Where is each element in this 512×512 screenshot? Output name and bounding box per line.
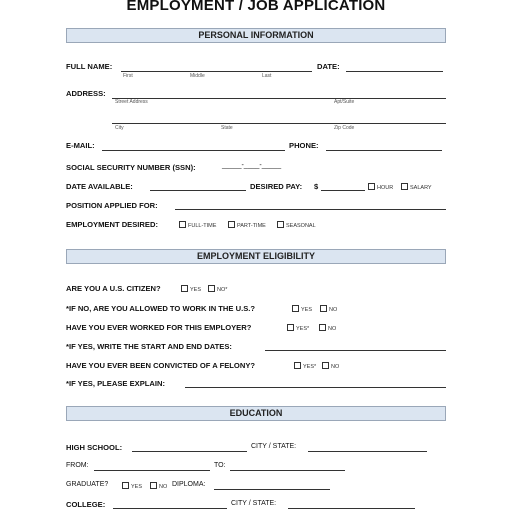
start-end-dates-label: *IF YES, WRITE THE START AND END DATES: <box>66 342 232 351</box>
worked-yes-option[interactable] <box>287 324 309 332</box>
graduate-no-label: NO <box>159 484 168 490</box>
street-address-hint: Street Address <box>115 99 148 105</box>
explain-label: *IF YES, PLEASE EXPLAIN: <box>66 379 166 388</box>
part-time-option[interactable] <box>228 221 266 229</box>
apt-suite-hint: Apt/Suite <box>334 99 355 105</box>
graduate-no-checkbox[interactable] <box>150 482 157 489</box>
hour-label: HOUR <box>377 185 394 191</box>
date-label: DATE: <box>317 62 340 71</box>
part-time-checkbox[interactable] <box>228 221 235 228</box>
phone-label: PHONE: <box>289 141 319 150</box>
from-field[interactable] <box>94 470 210 471</box>
citizen-no-option[interactable] <box>208 285 227 293</box>
hour-option[interactable] <box>368 183 393 191</box>
seasonal-checkbox[interactable] <box>277 221 284 228</box>
full-name-field[interactable] <box>121 71 312 72</box>
allowed-no-option[interactable] <box>320 305 337 313</box>
date-field[interactable] <box>346 71 443 72</box>
middle-name-hint: Middle <box>190 73 205 79</box>
felony-no-checkbox[interactable] <box>322 362 329 369</box>
explain-field[interactable] <box>185 387 446 388</box>
allowed-to-work-question: *IF NO, ARE YOU ALLOWED TO WORK IN THE U.S.? <box>66 304 256 313</box>
hour-checkbox[interactable] <box>368 183 375 190</box>
ssn-field[interactable]: _____-____-_____ <box>222 162 282 169</box>
date-available-label: DATE AVAILABLE: <box>66 182 133 191</box>
diploma-label: DIPLOMA: <box>172 481 206 488</box>
high-school-label: HIGH SCHOOL: <box>66 443 123 452</box>
salary-label: SALARY <box>410 185 432 191</box>
college-field[interactable] <box>113 508 227 509</box>
citizen-question: ARE YOU A U.S. CITIZEN? <box>66 284 161 293</box>
full-time-checkbox[interactable] <box>179 221 186 228</box>
citizen-yes-option[interactable] <box>181 285 201 293</box>
graduate-no-option[interactable] <box>150 482 167 490</box>
email-label: E-MAIL: <box>66 141 95 150</box>
section-header-personal: PERSONAL INFORMATION <box>66 28 446 43</box>
citizen-yes-label: YES <box>190 287 202 293</box>
high-school-city-state-field[interactable] <box>308 451 427 452</box>
street-address-field[interactable] <box>112 98 446 99</box>
citizen-yes-checkbox[interactable] <box>181 285 188 292</box>
last-name-hint: Last <box>262 73 272 79</box>
full-time-option[interactable] <box>179 221 216 229</box>
allowed-yes-checkbox[interactable] <box>292 305 299 312</box>
graduate-yes-label: YES <box>131 484 143 490</box>
citizen-no-checkbox[interactable] <box>208 285 215 292</box>
graduate-yes-option[interactable] <box>122 482 142 490</box>
email-field[interactable] <box>102 150 285 151</box>
to-field[interactable] <box>230 470 345 471</box>
allowed-no-label: NO <box>329 307 338 313</box>
worked-before-question: HAVE YOU EVER WORKED FOR THIS EMPLOYER? <box>66 323 252 332</box>
full-time-label: FULL-TIME <box>188 223 217 229</box>
felony-no-label: NO <box>331 364 340 370</box>
to-label: TO: <box>214 462 226 469</box>
first-name-hint: First <box>123 73 133 79</box>
felony-yes-option[interactable] <box>294 362 316 370</box>
full-name-label: FULL NAME: <box>66 62 113 71</box>
worked-yes-checkbox[interactable] <box>287 324 294 331</box>
worked-no-label: NO <box>328 326 337 332</box>
salary-option[interactable] <box>401 183 432 191</box>
felony-no-option[interactable] <box>322 362 339 370</box>
phone-field[interactable] <box>326 150 442 151</box>
citizen-no-label: NO* <box>217 287 228 293</box>
felony-question: HAVE YOU EVER BEEN CONVICTED OF A FELONY? <box>66 361 256 370</box>
graduate-label: GRADUATE? <box>66 481 109 488</box>
graduate-yes-checkbox[interactable] <box>122 482 129 489</box>
city-hint: City <box>115 125 124 131</box>
felony-yes-checkbox[interactable] <box>294 362 301 369</box>
allowed-yes-option[interactable] <box>292 305 312 313</box>
address-label: ADDRESS: <box>66 89 106 98</box>
high-school-field[interactable] <box>132 451 247 452</box>
worked-no-option[interactable] <box>319 324 336 332</box>
desired-pay-label: DESIRED PAY: <box>250 182 303 191</box>
employment-desired-label: EMPLOYMENT DESIRED: <box>66 220 158 229</box>
seasonal-option[interactable] <box>277 221 316 229</box>
state-hint: State <box>221 125 233 131</box>
worked-no-checkbox[interactable] <box>319 324 326 331</box>
position-field[interactable] <box>175 209 446 210</box>
allowed-no-checkbox[interactable] <box>320 305 327 312</box>
salary-checkbox[interactable] <box>401 183 408 190</box>
start-end-dates-field[interactable] <box>265 350 446 351</box>
part-time-label: PART-TIME <box>237 223 266 229</box>
page-title: EMPLOYMENT / JOB APPLICATION <box>126 0 386 14</box>
section-header-education: EDUCATION <box>66 406 446 421</box>
ssn-label: SOCIAL SECURITY NUMBER (SSN): <box>66 163 196 172</box>
diploma-field[interactable] <box>214 489 330 490</box>
high-school-city-state-label: CITY / STATE: <box>251 443 297 450</box>
position-label: POSITION APPLIED FOR: <box>66 201 158 210</box>
zip-code-hint: Zip Code <box>334 125 355 131</box>
section-header-eligibility: EMPLOYMENT ELIGIBILITY <box>66 249 446 264</box>
college-city-state-label: CITY / STATE: <box>231 500 277 507</box>
college-city-state-field[interactable] <box>288 508 415 509</box>
dollar-sign: $ <box>314 182 319 191</box>
desired-pay-field[interactable] <box>321 190 365 191</box>
allowed-yes-label: YES <box>301 307 313 313</box>
from-label: FROM: <box>66 462 89 469</box>
seasonal-label: SEASONAL <box>286 223 316 229</box>
date-available-field[interactable] <box>150 190 246 191</box>
college-label: COLLEGE: <box>66 500 106 509</box>
city-state-zip-field[interactable] <box>112 123 446 124</box>
worked-yes-label: YES* <box>296 326 310 332</box>
felony-yes-label: YES* <box>303 364 317 370</box>
